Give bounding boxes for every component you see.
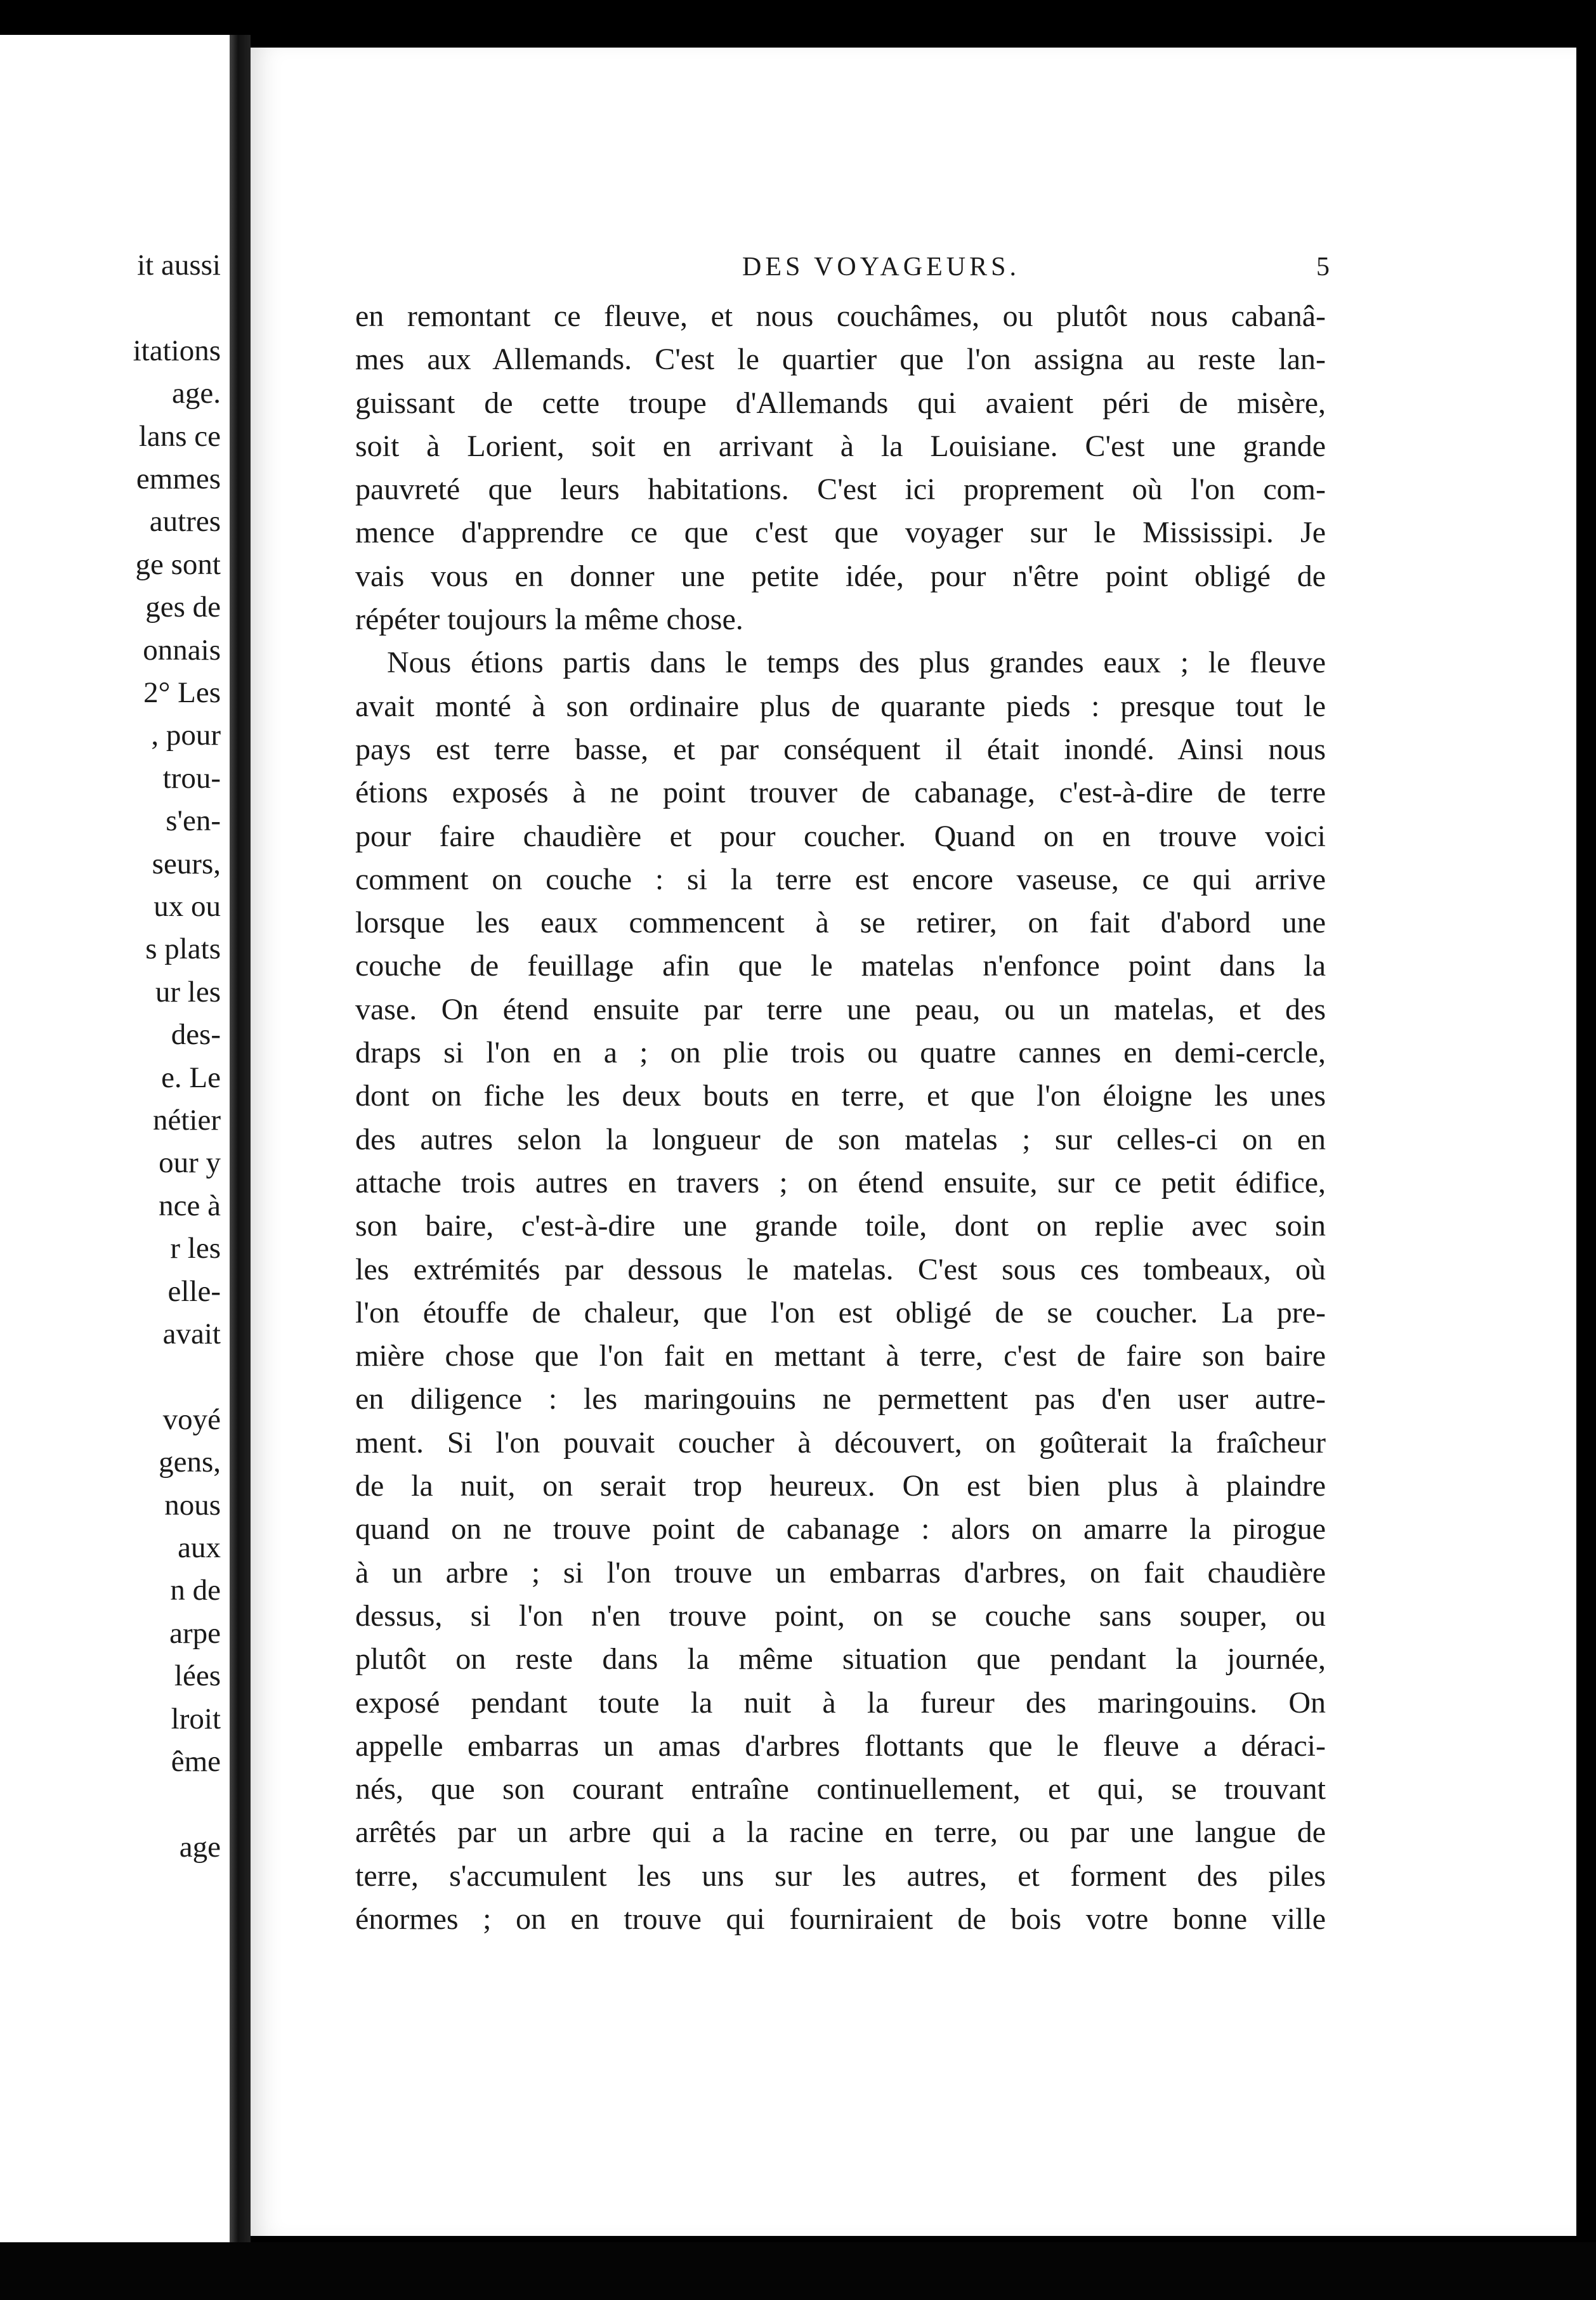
left-page-line: , pour xyxy=(151,719,221,752)
text-line: pays est terre basse, et par conséquent il était inondé. Ainsi nous xyxy=(355,732,1326,766)
text-line: comment on couche : si la terre est encore vaseuse, ce qui arrive xyxy=(355,862,1326,896)
text-line: en diligence : les maringouins ne permettent pas d'en user autre- xyxy=(355,1382,1326,1416)
left-page-line: onnais xyxy=(143,633,221,667)
text-line: soit à Lorient, soit en arrivant à la Louisiane. C'est une grande xyxy=(355,429,1326,463)
text-line: énormes ; on en trouve qui fourniraient de bois votre bonne ville xyxy=(355,1902,1326,1936)
book-page xyxy=(251,48,1576,2236)
text-line: pauvreté que leurs habitations. C'est ici proprement où l'on com- xyxy=(355,473,1326,507)
left-page-line: nce à xyxy=(159,1189,221,1222)
left-page-line: s plats xyxy=(145,932,221,966)
text-line: couche de feuillage afin que le matelas n'enfonce point dans la xyxy=(355,949,1326,983)
text-line: mence d'apprendre ce que c'est que voyager sur le Mississipi. Je xyxy=(355,516,1326,550)
left-page-line: ême xyxy=(171,1745,221,1778)
text-line: attache trois autres en travers ; on étend ensuite, sur ce petit édifice, xyxy=(355,1165,1326,1199)
text-line: vais vous en donner une petite idée, pour n'être point obligé de xyxy=(355,559,1326,593)
text-line: Nous étions partis dans le temps des plus grandes eaux ; le fleuve xyxy=(387,646,1326,680)
text-line: à un arbre ; si l'on trouve un embarras d'arbres, on fait chaudière xyxy=(355,1555,1326,1590)
text-line: exposé pendant toute la nuit à la fureur des maringouins. On xyxy=(355,1685,1326,1720)
body-text xyxy=(355,295,1326,1941)
previous-page-fragment xyxy=(0,35,236,2242)
left-page-line: 2° Les xyxy=(143,676,221,709)
left-page-line: voyé xyxy=(162,1402,221,1436)
text-line: de la nuit, on serait trop heureux. On est bien plus à plaindre xyxy=(355,1469,1326,1503)
text-line: avait monté à son ordinaire plus de quarante pieds : presque tout le xyxy=(355,689,1326,723)
running-header: DES VOYAGEURS. xyxy=(742,252,1020,282)
left-page-line: it aussi xyxy=(137,249,221,282)
left-page-line: s'en- xyxy=(166,804,221,838)
text-line: nés, que son courant entraîne continuellement, et qui, se trouvant xyxy=(355,1772,1326,1807)
text-line: guissant de cette troupe d'Allemands qui avaient péri de misère, xyxy=(355,386,1326,420)
text-line: terre, s'accumulent les uns sur les autres, et forment des piles xyxy=(355,1859,1326,1893)
left-page-line: aux xyxy=(178,1531,221,1564)
text-line: étions exposés à ne point trouver de cabanage, c'est-à-dire de terre xyxy=(355,776,1326,810)
left-page-line: lroit xyxy=(171,1702,221,1735)
left-page-line: ge sont xyxy=(135,547,221,581)
left-page-line: nous xyxy=(164,1488,221,1522)
book-spine xyxy=(230,35,251,2242)
left-page-line: age. xyxy=(172,377,221,410)
left-page-line: ges de xyxy=(145,591,221,624)
left-page-line: avait xyxy=(162,1317,221,1350)
left-page-line: seurs, xyxy=(152,847,221,880)
left-page-line: our y xyxy=(159,1146,221,1180)
left-page-line: des- xyxy=(171,1018,221,1052)
left-page-line: elle- xyxy=(167,1274,221,1308)
text-line: pour faire chaudière et pour coucher. Quand on en trouve voici xyxy=(355,819,1326,853)
text-line: les extrémités par dessous le matelas. C'est sous ces tombeaux, où xyxy=(355,1252,1326,1286)
text-line: quand on ne trouve point de cabanage : alors on amarre la pirogue xyxy=(355,1512,1326,1546)
scan-border xyxy=(0,2242,1596,2300)
text-line: mes aux Allemands. C'est le quartier que l'on assigna au reste lan- xyxy=(355,343,1326,377)
left-page-line: e. Le xyxy=(161,1061,221,1094)
left-page-line: n de xyxy=(170,1574,221,1607)
text-line: dessus, si l'on n'en trouve point, on se couche sans souper, ou xyxy=(355,1598,1326,1633)
text-line: répéter toujours la même chose. xyxy=(355,603,743,637)
text-line: son baire, c'est-à-dire une grande toile, dont on replie avec soin xyxy=(355,1209,1326,1243)
page-number: 5 xyxy=(1316,252,1330,282)
left-page-line: nétier xyxy=(153,1104,221,1137)
text-line: draps si l'on en a ; on plie trois ou quatre cannes en demi-cercle, xyxy=(355,1036,1326,1070)
text-line: ment. Si l'on pouvait coucher à découvert, on goûterait la fraîcheur xyxy=(355,1425,1326,1460)
text-line: dont on fiche les deux bouts en terre, et que l'on éloigne les unes xyxy=(355,1079,1326,1113)
left-page-line: lans ce xyxy=(138,419,221,453)
left-page-line: itations xyxy=(133,334,221,367)
text-line: en remontant ce fleuve, et nous couchâmes, ou plutôt nous cabanâ- xyxy=(355,299,1326,333)
text-line: arrêtés par un arbre qui a la racine en terre, ou par une langue de xyxy=(355,1815,1326,1850)
left-page-line: gens, xyxy=(159,1446,221,1479)
text-line: lorsque les eaux commencent à se retirer, on fait d'abord une xyxy=(355,906,1326,940)
text-line: plutôt on reste dans la même situation que pendant la journée, xyxy=(355,1642,1326,1676)
text-line: vase. On étend ensuite par terre une peau, ou un matelas, et des xyxy=(355,992,1326,1026)
left-page-line: ux ou xyxy=(154,890,221,923)
text-line: l'on étouffe de chaleur, que l'on est obligé de se coucher. La pre- xyxy=(355,1295,1326,1330)
left-page-line: arpe xyxy=(169,1616,221,1650)
text-line: appelle embarras un amas d'arbres flottants que le fleuve a déraci- xyxy=(355,1728,1326,1763)
text-line: des autres selon la longueur de son matelas ; sur celles-ci on en xyxy=(355,1122,1326,1156)
left-page-line: emmes xyxy=(136,462,221,495)
left-page-line: lées xyxy=(174,1659,221,1693)
text-line: mière chose que l'on fait en mettant à terre, c'est de faire son baire xyxy=(355,1339,1326,1373)
left-page-line: age xyxy=(179,1830,221,1864)
left-page-line: r les xyxy=(170,1232,221,1265)
left-page-line: autres xyxy=(149,505,221,539)
left-page-line: ur les xyxy=(155,975,221,1009)
left-page-line: trou- xyxy=(162,761,221,795)
